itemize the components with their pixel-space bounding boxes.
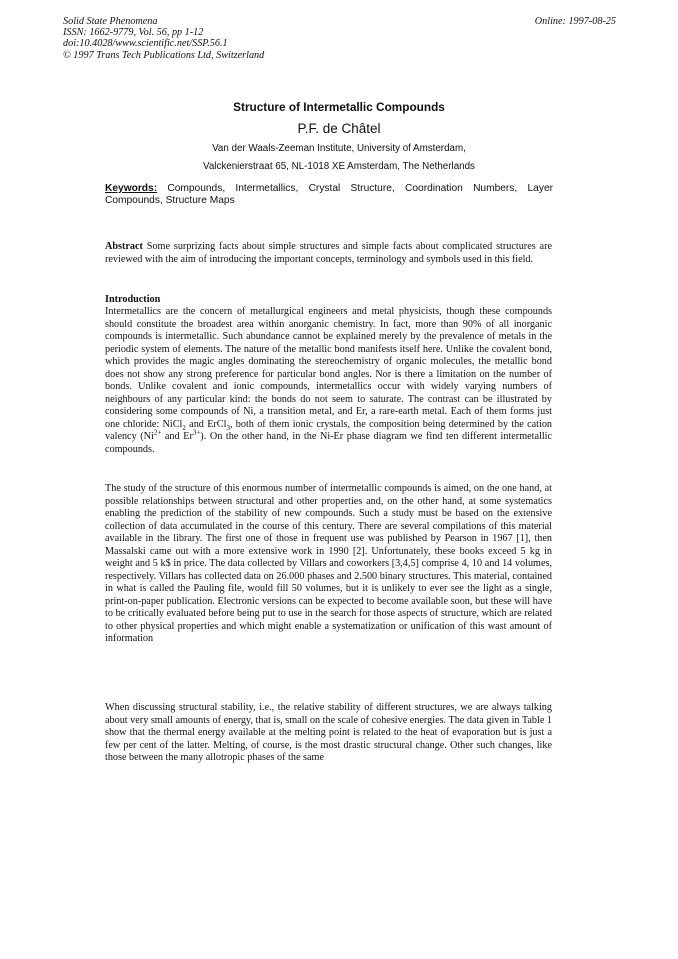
journal-header — [63, 16, 264, 61]
online-date: Online: 1997-08-25 — [534, 16, 616, 27]
abstract — [105, 241, 552, 266]
abstract-label: Abstract — [105, 241, 143, 252]
author-name: P.F. de Châtel — [297, 121, 381, 136]
paper-title: Structure of Intermetallic Compounds — [233, 100, 445, 114]
doi-line: doi:10.4028/www.scientific.net/SSP.56.1 — [63, 38, 228, 50]
section-heading-introduction: Introduction — [105, 294, 161, 305]
affiliation-line-2: Valckenierstraat 65, NL-1018 XE Amsterdam, The Netherlands — [203, 161, 475, 172]
keywords-text: Compounds, Intermetallics, Crystal Structure, Coordination Numbers, Layer Compounds, Structure Maps — [105, 183, 553, 206]
journal-name: Solid State Phenomena — [63, 16, 158, 27]
para1-subscript-1: 2 — [182, 423, 186, 432]
issn-line: ISSN: 1662-9779, Vol. 56, pp 1-12 — [63, 27, 204, 39]
paragraph-2: The study of the structure of this enormous number of intermetallic compounds is aimed, on the one hand, at possible relationships between structural and other properties and, on the other hand, at some systematics enabling the prediction of the stability of new compounds. Such a study must be based on the extensive collection of data accumulated in the course of this century. There are several compilations of this material available in the library. The first one of those in frequent use was published by Pearson in 1967 [1], then Massalski came out with a more extensive work in 1990 [2]. Unfortunately, these books exceed 5 kg in weight and 5 k$ in price. The data collected by Villars and coworkers [3,4,5] comprise 4, 10 and 14 volumes, respectively. Villars has collected data on 26.000 phases and 2.500 binary structures. This material, contained in what is called the Pauling file, would fill 50 volumes, but it is unlikely to ever see the light as a single, print-on-paper publication. Electronic versions can be expected to become available soon, but these will have to be critically evaluated before being put to use in the search for those aspects of structure, which are related to other physical properties and which might enable a systematization or unification of this wast amount of information — [105, 483, 552, 644]
affiliation-line-1: Van der Waals-Zeeman Institute, University of Amsterdam, — [212, 143, 466, 154]
keywords — [105, 183, 553, 207]
keywords-label: Keywords: — [105, 183, 158, 194]
paragraph-1 — [105, 306, 552, 456]
para1-text-a: Intermetallics are the concern of metallurgical engineers and metal physicists, though these compounds should constitute the broadest area within anorganic chemistry. In fact, more than 90% of all inorganic compounds is intermetallic. Such abundance cannot be explained merely by the prevalence of metals in the periodic system of elements. The nature of the metallic bond manifests itself here. Unlike the covalent bond, which provides the magic angles dominating the stereochemistry of organic molecules, the metallic bond does not show any strong preference for particular bond angles. Nor is there a limitation on the number of bonds. Unlike covalent and ionic compounds, intermetallics occur with widely varying numbers of neighbours of any particular kind: the bonds do not seem to saturate. The contrast can be illustrated by considering some compounds of Ni, a transition metal, and Er, a rare-earth metal. Each of them forms just one chloride: NiCl — [105, 306, 552, 430]
para1-text-b: and ErCl — [185, 418, 227, 430]
para1-subscript-2: 3 — [226, 423, 230, 432]
para1-text-c: , both of them ionic crystals, the composition being determined by the cation valency (Ni — [105, 418, 553, 442]
para1-text-d: and Er — [161, 431, 193, 442]
para1-text-e: ). On the other hand, in the Ni-Er phase diagram we find ten different intermetallic compounds. — [105, 431, 553, 455]
abstract-text: Some surprizing facts about simple structures and simple facts about complicated structures are reviewed with the aim of introducing the important concepts, terminology and symbols used in this field. — [105, 241, 552, 265]
para1-superscript-1: 2+ — [153, 428, 162, 437]
copyright-line: © 1997 Trans Tech Publications Ltd, Switzerland — [63, 49, 265, 61]
para1-superscript-2: 3+ — [192, 428, 201, 437]
paragraph-3: When discussing structural stability, i.e., the relative stability of different structures, we are always talking about very small amounts of energy, that is, small on the scale of cohesive energies. The data given in Table 1 show that the thermal energy available at the melting point is related to the heat of evaporation but is just a few per cent of the latter. Melting, of course, is the most drastic structural change. Other such changes, like those between the many allotropic phases of the same — [105, 702, 552, 763]
